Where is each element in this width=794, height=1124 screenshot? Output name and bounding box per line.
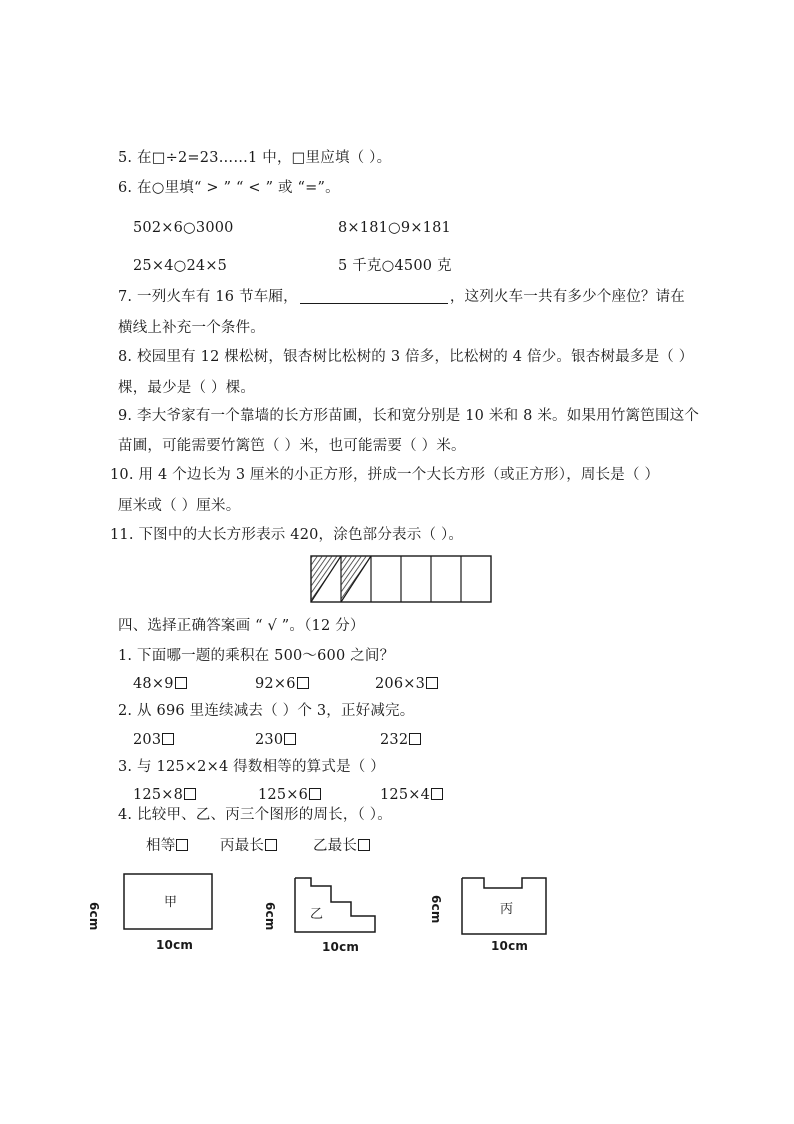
question-11: 11. 下图中的大长方形表示 420，涂色部分表示（ ）。 (110, 527, 464, 543)
option-3-1[interactable]: 125×8 (133, 785, 196, 805)
checkbox[interactable] (309, 788, 321, 800)
figure-bing-height: 6cm (429, 895, 443, 924)
question-7-line2: 横线上补充一个条件。 (118, 320, 265, 336)
option-1-1[interactable]: 48×9 (133, 674, 187, 694)
checkbox[interactable] (431, 788, 443, 800)
figure-yi-label: 乙 (310, 907, 324, 922)
choice-question-3: 3. 与 125×2×4 得数相等的算式是（ ） (118, 759, 385, 775)
option-2-1[interactable]: 203 (133, 730, 174, 750)
checkbox[interactable] (284, 733, 296, 745)
question-9-line1: 9. 李大爷家有一个靠墙的长方形苗圃，长和宽分别是 10 米和 8 米。如果用竹篱笆围这个 (118, 408, 700, 424)
section-4-title: 四、选择正确答案画 “ √ ”。（12 分） (118, 618, 365, 634)
question-8-line1: 8. 校园里有 12 棵松树，银杏树比松树的 3 倍多，比松树的 4 倍少。银杏树最多是（ ） (118, 349, 694, 365)
question-6-title: 6. 在○里填“ > ” “ < ” 或 “=”。 (118, 180, 340, 196)
question-7 (118, 287, 685, 307)
checkbox[interactable] (426, 677, 438, 689)
question-7-part1: 7. 一列火车有 16 节车厢， (118, 289, 298, 305)
compare-item-3: 25×4○24×5 (133, 258, 228, 274)
figure-jia-label: 甲 (164, 895, 178, 910)
checkbox[interactable] (176, 839, 188, 851)
option-2-3[interactable]: 232 (380, 730, 421, 750)
checkbox[interactable] (184, 788, 196, 800)
figure-yi-height: 6cm (263, 902, 277, 931)
figure-jia-height: 6cm (87, 902, 101, 931)
question-5: 5. 在□÷2=23……1 中，□里应填（ ）。 (118, 150, 392, 166)
option-4-2[interactable]: 丙最长 (220, 836, 277, 856)
figure-jia-width: 10cm (156, 938, 194, 952)
answer-blank-line[interactable] (300, 289, 448, 304)
option-2-2[interactable]: 230 (255, 730, 296, 750)
choice-question-1: 1. 下面哪一题的乘积在 500～600 之间？ (118, 648, 395, 664)
option-1-3[interactable]: 206×3 (375, 674, 438, 694)
compare-item-2: 8×181○9×181 (338, 220, 451, 236)
checkbox[interactable] (265, 839, 277, 851)
question-10-line1: 10. 用 4 个边长为 3 厘米的小正方形，拼成一个大长方形（或正方形），周长是（ ） (110, 467, 660, 483)
choice-question-2: 2. 从 696 里连续减去（ ）个 3，正好减完。 (118, 703, 415, 719)
checkbox[interactable] (409, 733, 421, 745)
question-10-line2: 厘米或（ ）厘米。 (118, 498, 241, 514)
question-8-line2: 棵，最少是（ ）棵。 (118, 380, 256, 396)
option-3-3[interactable]: 125×4 (380, 785, 443, 805)
compare-item-1: 502×6○3000 (133, 220, 234, 236)
compare-item-4: 5 千克○4500 克 (338, 258, 452, 274)
checkbox[interactable] (297, 677, 309, 689)
figure-bing-width: 10cm (491, 939, 529, 953)
figure-bing-label: 丙 (500, 902, 514, 917)
checkbox[interactable] (358, 839, 370, 851)
checkbox[interactable] (175, 677, 187, 689)
choice-question-4: 4. 比较甲、乙、丙三个图形的周长，（ ）。 (118, 807, 392, 823)
checkbox[interactable] (162, 733, 174, 745)
option-3-2[interactable]: 125×6 (258, 785, 321, 805)
option-4-1[interactable]: 相等 (146, 836, 188, 856)
question-9-line2: 苗圃，可能需要竹篱笆（ ）米，也可能需要（ ）米。 (118, 438, 466, 454)
rectangle-figure (310, 552, 492, 604)
figure-yi-width: 10cm (322, 940, 360, 954)
option-1-2[interactable]: 92×6 (255, 674, 309, 694)
question-7-part2: ，这列火车一共有多少个座位？请在 (449, 289, 686, 305)
option-4-3[interactable]: 乙最长 (313, 836, 370, 856)
